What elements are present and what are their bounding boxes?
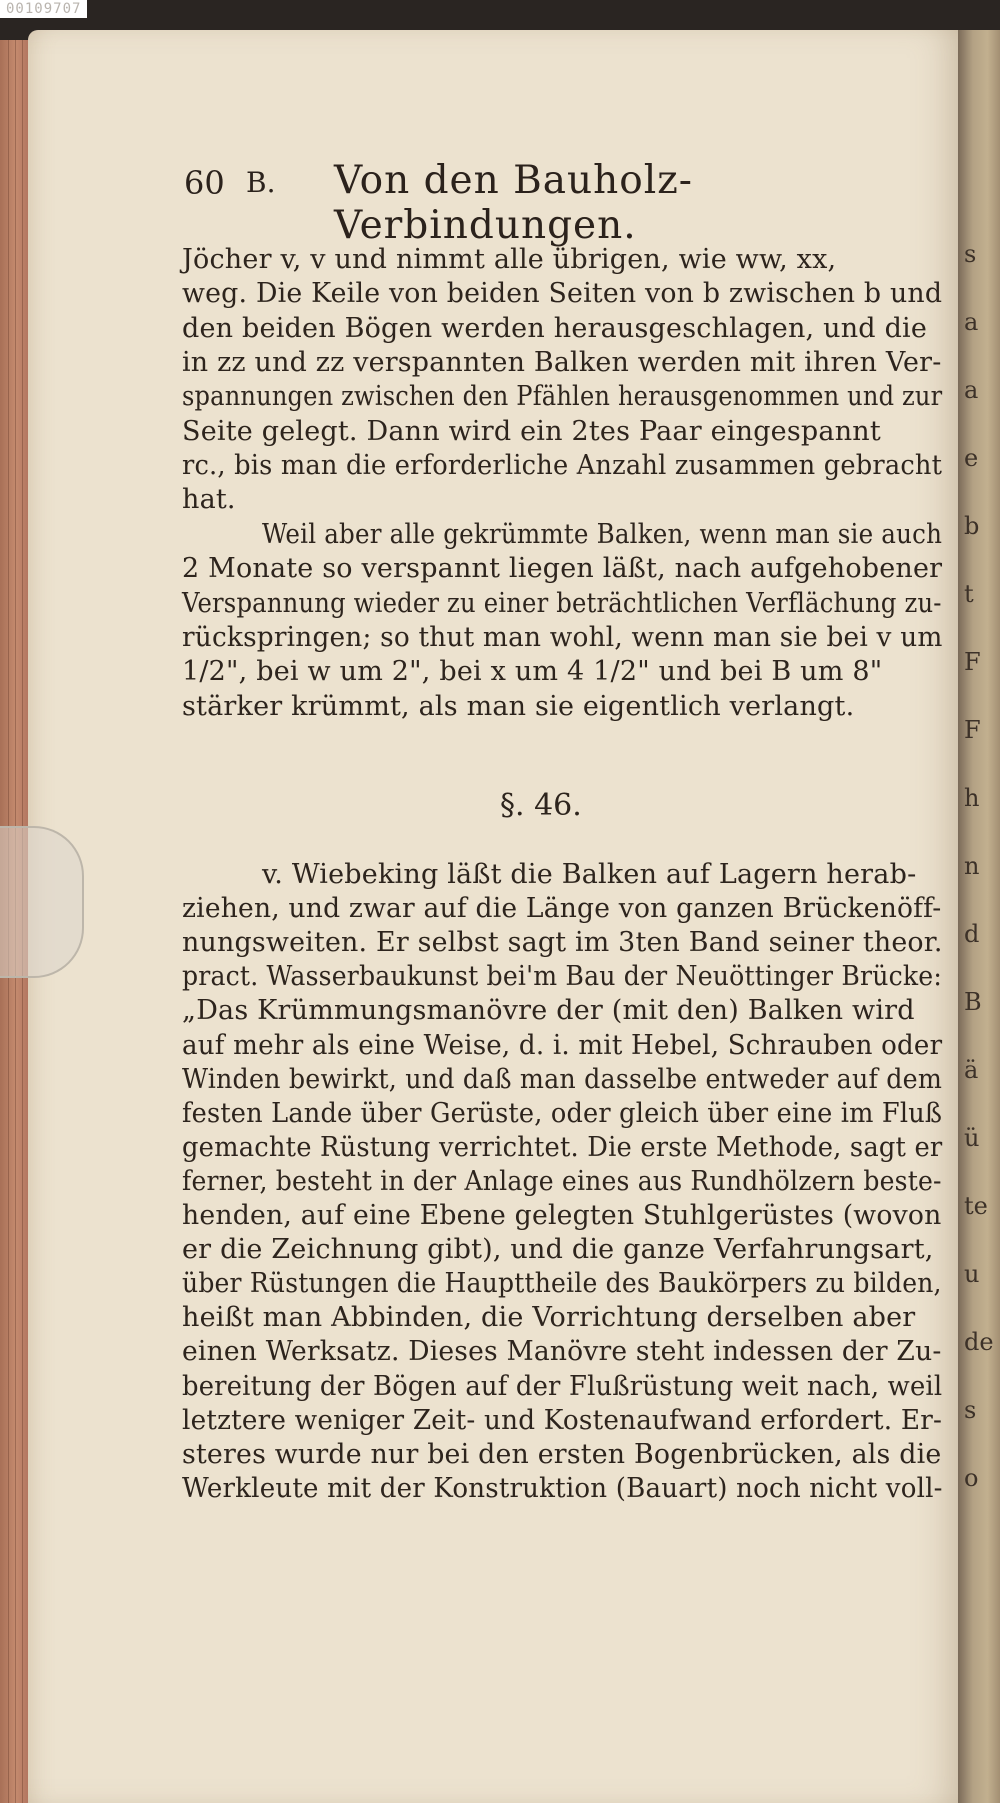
text-line: gemachte Rüstung verrichtet. Die erste Methode, sagt er [182,1131,943,1163]
adjacent-page-fragment: t [964,580,974,608]
adjacent-page-fragment: b [964,512,980,540]
text-line: nungsweiten. Er selbst sagt im 3ten Band seiner theor. [182,927,943,959]
text-line: ziehen, und zwar auf die Länge von ganzen Brückenöff- [182,893,942,925]
adjacent-page-fragment: d [964,920,980,948]
text-line: Weil aber alle gekrümmte Balken, wenn man sie auch [262,519,943,550]
text-line: er die Zeichnung gibt), und die ganze Verfahrungsart, [182,1234,934,1266]
text-line: Jöcher v, v und nimmt alle übrigen, wie ww, xx, [182,244,837,275]
adjacent-page-fragment: a [964,308,979,336]
text-line: festen Lande über Gerüste, oder gleich über eine im Fluß [182,1097,943,1129]
adjacent-page-fragment: n [964,852,980,880]
page-number: 60 [184,164,225,202]
text-line: rückspringen; so thut man wohl, wenn man sie bei v um [182,621,943,653]
adjacent-page-fragment: u [964,1260,980,1288]
adjacent-page-fragment: F [964,648,981,676]
adjacent-page-fragment: s [964,240,977,268]
running-title: Von den Bauholz-Verbindungen. [334,158,693,248]
text-line: v. Wiebeking läßt die Balken auf Lagern herab- [262,859,917,890]
adjacent-page-fragment: a [964,376,979,404]
adjacent-page-edge [958,30,1000,1803]
text-line: auf mehr als eine Weise, d. i. mit Hebel, Schrauben oder [182,1029,943,1061]
page-header [184,158,884,248]
text-line: Werkleute mit der Konstruktion (Bauart) noch nicht voll- [182,1472,943,1504]
text-line: „Das Krümmungsmanövre der (mit den) Balken wird [182,995,915,1027]
text-line: bereitung der Bögen auf der Flußrüstung weit nach, weil [182,1370,943,1402]
text-line: steres wurde nur bei den ersten Bogenbrücken, als die [182,1438,942,1470]
text-line: hat. [182,484,236,516]
adjacent-page-fragment: ü [964,1124,980,1152]
text-line: 1/2", bei w um 2", bei x um 4 1/2" und bei B um 8" [182,656,883,688]
text-line: spannungen zwischen den Pfählen herausgenommen und zur [182,381,943,413]
text-line: 2 Monate so verspannt liegen läßt, nach aufgehobener [182,553,943,585]
scan-id-label: 00109707 [0,0,87,18]
adjacent-page-fragment: o [964,1464,979,1492]
text-line: stärker krümmt, als man sie eigentlich verlangt. [182,690,855,722]
adjacent-page-fragment: F [964,716,981,744]
adjacent-page-fragment: ä [964,1056,979,1084]
adjacent-page-fragment: s [964,1396,977,1424]
text-line: letztere weniger Zeit- und Kostenaufwand erfordert. Er- [182,1404,943,1436]
text-line: über Rüstungen die Haupttheile des Baukörpers zu bilden, [182,1268,942,1300]
text-line: den beiden Bögen werden herausgeschlagen, und die [182,312,928,344]
adjacent-page-fragment: de [964,1328,994,1356]
text-line: Verspannung wieder zu einer beträchtlichen Verflächung zu- [182,587,942,619]
text-line: henden, auf eine Ebene gelegten Stuhlgerüstes (wovon [182,1200,942,1231]
section-mark: B. [246,166,276,199]
adjacent-page-fragment: e [964,444,979,472]
page-clip [0,826,84,978]
section-heading: §. 46. [500,788,582,823]
adjacent-page-fragment: B [964,988,982,1016]
adjacent-page-fragment: te [964,1192,988,1220]
text-line: in zz und zz verspannten Balken werden mit ihren Ver- [182,346,942,378]
text-line: Winden bewirkt, und daß man dasselbe entweder auf dem [182,1063,943,1095]
text-line: pract. Wasserbaukunst bei'm Bau der Neuöttinger Brücke: [182,961,942,993]
adjacent-page-fragment: h [964,784,980,812]
text-line: einen Werksatz. Dieses Manövre steht indessen der Zu- [182,1336,942,1368]
text-line: Seite gelegt. Dann wird ein 2tes Paar eingespannt [182,415,881,447]
text-line: ferner, besteht in der Anlage eines aus Rundhölzern beste- [182,1165,942,1197]
text-line: rc., bis man die erforderliche Anzahl zusammen gebracht [182,449,943,481]
text-line: weg. Die Keile von beiden Seiten von b zwischen b und [182,278,943,310]
text-line: heißt man Abbinden, die Vorrichtung derselben aber [182,1302,916,1334]
